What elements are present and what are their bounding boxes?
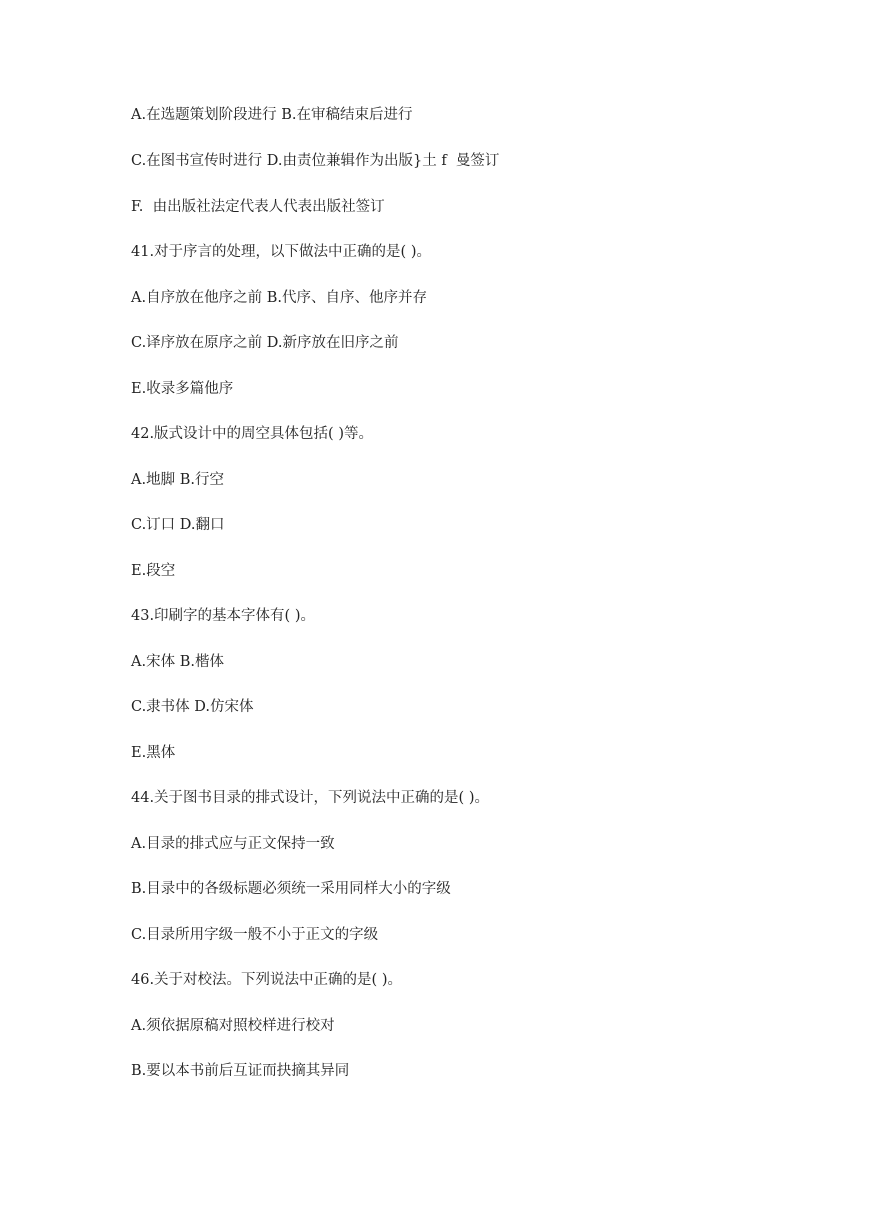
option-line: C.订口 D.翻口 bbox=[131, 517, 225, 533]
question-43: 43.印刷字的基本字体有( )。 bbox=[131, 608, 315, 624]
option-line: A.自序放在他序之前 B.代序、自序、他序并存 bbox=[131, 290, 427, 306]
option-line: A.目录的排式应与正文保持一致 bbox=[131, 836, 335, 852]
question-46: 46.关于对校法。下列说法中正确的是( )。 bbox=[131, 972, 402, 988]
option-line: E.收录多篇他序 bbox=[131, 381, 234, 397]
option-line: F. 由出版社法定代表人代表出版社签订 bbox=[131, 199, 385, 215]
option-line: A.在选题策划阶段进行 B.在审稿结束后进行 bbox=[131, 107, 413, 123]
option-line: B.目录中的各级标题必须统一采用同样大小的字级 bbox=[131, 881, 451, 897]
option-line: E.段空 bbox=[131, 563, 176, 579]
option-line: A.宋体 B.楷体 bbox=[131, 654, 224, 670]
option-line: B.要以本书前后互证而抉摘其异同 bbox=[131, 1063, 350, 1079]
question-41: 41.对于序言的处理，以下做法中正确的是( )。 bbox=[131, 244, 431, 260]
option-line: C.译序放在原序之前 D.新序放在旧序之前 bbox=[131, 335, 399, 351]
option-line: C.在图书宣传时进行 D.由责位兼辑作为出版}土 f 曼签订 bbox=[131, 153, 500, 169]
option-line: C.隶书体 D.仿宋体 bbox=[131, 699, 254, 715]
option-line: A.须依据原稿对照校样进行校对 bbox=[131, 1018, 335, 1034]
question-44: 44.关于图书目录的排式设计，下列说法中正确的是( )。 bbox=[131, 790, 489, 806]
option-line: C.目录所用字级一般不小于正文的字级 bbox=[131, 927, 379, 943]
option-line: E.黑体 bbox=[131, 745, 176, 761]
option-line: A.地脚 B.行空 bbox=[131, 472, 224, 488]
question-42: 42.版式设计中的周空具体包括( )等。 bbox=[131, 426, 373, 442]
